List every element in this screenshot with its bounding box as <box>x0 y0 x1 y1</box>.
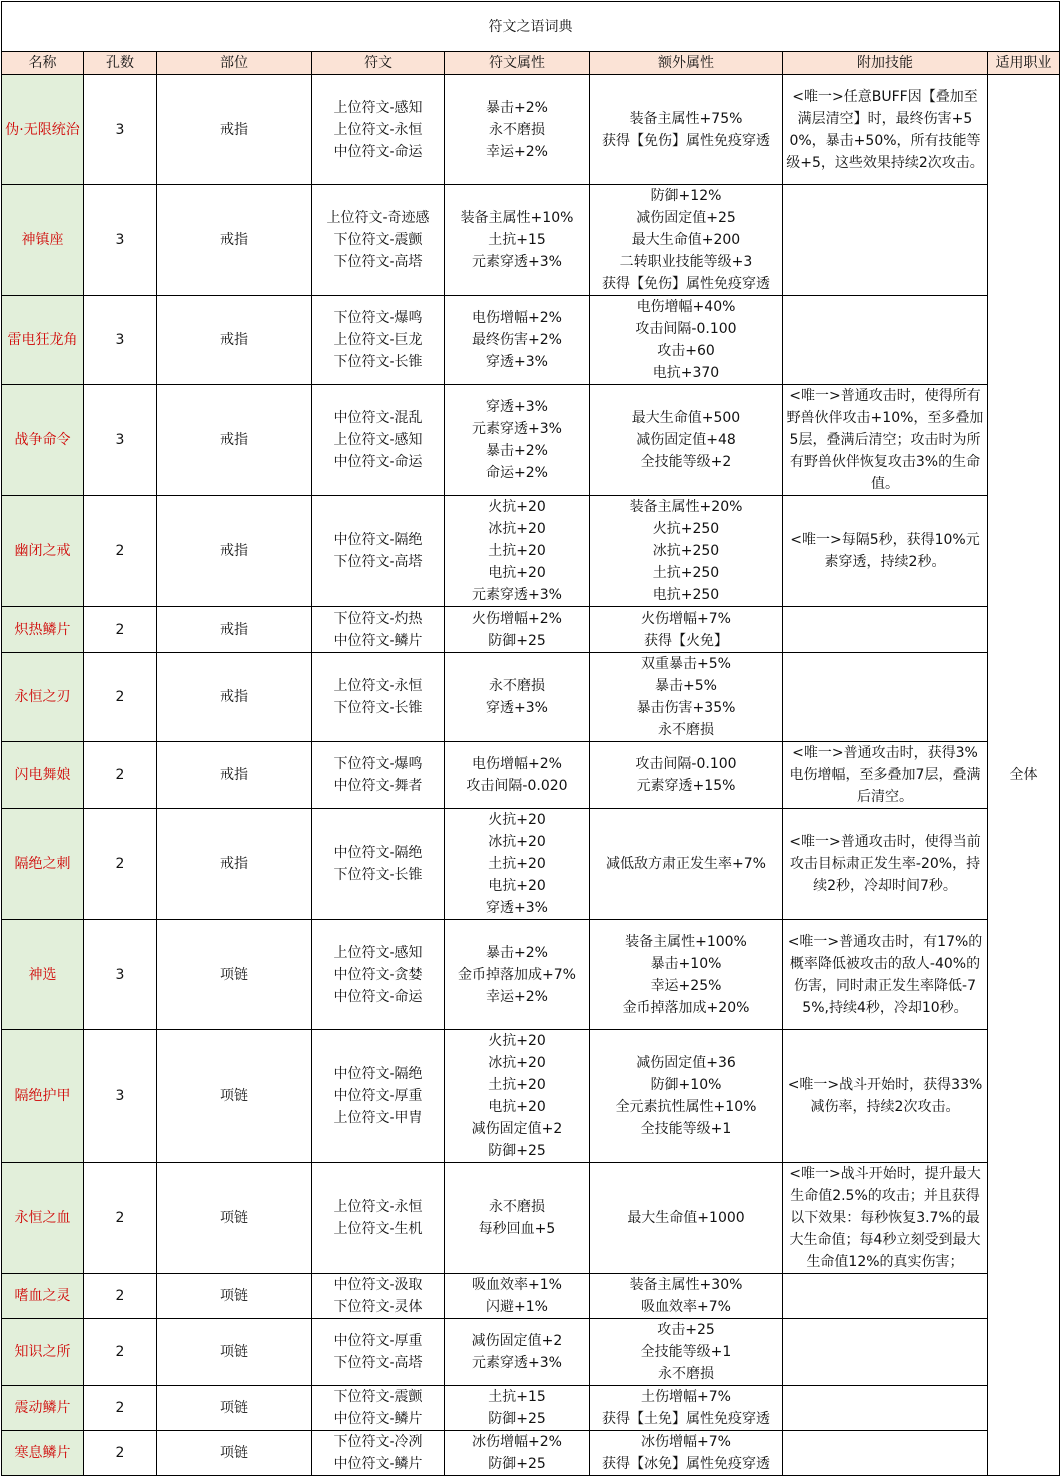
rune-attributes-line: 土抗+15 <box>488 1389 546 1405</box>
extra-attributes <box>590 920 783 1030</box>
extra-attributes-line: 火抗+250 <box>652 521 720 537</box>
rune-attributes-line: 火抗+20 <box>488 1033 546 1049</box>
rune-list <box>312 742 445 809</box>
rune-attributes-line: 闪避+1% <box>486 1299 548 1315</box>
hole-count: 3 <box>84 1030 157 1163</box>
extra-attributes-line: 最大生命值+500 <box>631 410 741 426</box>
rune-attributes-line: 命运+2% <box>486 465 548 481</box>
header-job: 适用职业 <box>988 52 1060 75</box>
table-row <box>2 607 1060 653</box>
rune-attributes-line: 幸运+2% <box>486 988 548 1005</box>
hole-count: 2 <box>84 1319 157 1386</box>
rune-attributes-line: 永不磨损 <box>489 1199 545 1215</box>
header-row <box>2 52 1060 75</box>
table-row <box>2 1163 1060 1274</box>
rune-list-line: 中位符文-鳞片 <box>333 632 423 649</box>
rune-list <box>312 185 445 296</box>
hole-count: 2 <box>84 809 157 920</box>
extra-attributes-line: 减伤固定值+25 <box>636 210 736 226</box>
rune-attributes-line: 火抗+20 <box>488 812 546 828</box>
rune-list-line: 中位符文-隔绝 <box>333 1066 423 1082</box>
extra-attributes <box>590 809 783 920</box>
table-row <box>2 653 1060 742</box>
extra-attributes-line: 全技能等级+1 <box>640 1121 732 1137</box>
extra-attributes-line: 永不磨损 <box>658 1366 714 1382</box>
extra-skill <box>783 809 988 920</box>
rune-attributes-line: 攻击间隔-0.020 <box>466 778 568 794</box>
rune-attributes-line: 减伤固定值+2 <box>471 1333 563 1349</box>
extra-attributes-line: 暴击+5% <box>655 678 717 694</box>
rune-attributes <box>445 1030 590 1163</box>
equip-slot: 戒指 <box>157 607 312 653</box>
rune-word-name: 嗜血之灵 <box>2 1274 84 1319</box>
extra-attributes-line: 电抗+250 <box>652 587 720 603</box>
rune-attributes-line: 永不磨损 <box>489 678 545 694</box>
rune-list-line: 中位符文-隔绝 <box>333 532 423 548</box>
extra-skill <box>783 385 988 496</box>
rune-list <box>312 1274 445 1319</box>
extra-attributes-line: 攻击+60 <box>657 343 715 359</box>
extra-attributes-line: 冰伤增幅+7% <box>641 1434 731 1450</box>
hole-count: 2 <box>84 496 157 607</box>
rune-list-line: 下位符文-高塔 <box>333 1355 423 1371</box>
rune-word-name: 永恒之血 <box>2 1163 84 1274</box>
equip-slot: 戒指 <box>157 496 312 607</box>
rune-list-line: 上位符文-感知 <box>333 432 423 448</box>
rune-list-line: 上位符文-生机 <box>333 1221 423 1237</box>
extra-skill-text: <唯一>战斗开始时，获得33%减伤率，持续2次攻击。 <box>787 1077 983 1115</box>
table-row <box>2 1319 1060 1386</box>
extra-attributes-line: 冰抗+250 <box>652 543 720 559</box>
rune-list-line: 中位符文-鳞片 <box>333 1456 423 1472</box>
rune-attributes <box>445 75 590 185</box>
rune-list <box>312 920 445 1030</box>
rune-list <box>312 75 445 185</box>
rune-list-line: 下位符文-灼热 <box>333 610 423 627</box>
rune-list-line: 下位符文-长锥 <box>333 867 423 883</box>
rune-attributes-line: 元素穿透+3% <box>472 254 562 270</box>
extra-skill-text: <唯一>普通攻击时，使得所有野兽伙伴攻击+10%，至多叠加5层，叠满后清空；攻击时为所有野兽伙伴恢复攻击3%的生命值。 <box>786 388 984 492</box>
rune-list-line: 上位符文-奇迹感 <box>326 210 430 226</box>
hole-count: 2 <box>84 653 157 742</box>
rune-attributes <box>445 1163 590 1274</box>
extra-attributes-line: 最大生命值+200 <box>631 232 741 248</box>
extra-skill-text: <唯一>每隔5秒，获得10%元素穿透，持续2秒。 <box>790 532 980 570</box>
rune-word-name: 闪电舞娘 <box>2 742 84 809</box>
extra-attributes <box>590 185 783 296</box>
rune-word-name: 神镇座 <box>2 185 84 296</box>
rune-list-line: 下位符文-冷冽 <box>333 1434 423 1450</box>
extra-skill <box>783 185 988 296</box>
extra-attributes-line: 装备主属性+20% <box>629 499 743 515</box>
rune-attributes <box>445 1319 590 1386</box>
table-row <box>2 185 1060 296</box>
extra-attributes-line: 最大生命值+1000 <box>627 1210 745 1226</box>
rune-attributes-line: 穿透+3% <box>486 700 548 716</box>
rune-list-line: 下位符文-爆鸣 <box>333 310 423 326</box>
extra-attributes-line: 防御+12% <box>650 188 722 204</box>
rune-list <box>312 296 445 385</box>
hole-count: 2 <box>84 1386 157 1431</box>
rune-attributes <box>445 1386 590 1431</box>
rune-attributes-line: 土抗+15 <box>488 232 546 248</box>
rune-list-line: 上位符文-感知 <box>333 944 423 961</box>
rune-list-line: 中位符文-命运 <box>333 988 423 1005</box>
extra-skill <box>783 75 988 185</box>
rune-list-line: 下位符文-高塔 <box>333 554 423 570</box>
rune-list-line: 下位符文-爆鸣 <box>333 756 423 772</box>
rune-attributes-line: 暴击+2% <box>486 99 548 116</box>
extra-attributes-line: 暴击伤害+35% <box>636 700 736 716</box>
extra-attributes-line: 全技能等级+2 <box>640 454 732 470</box>
hole-count: 2 <box>84 1274 157 1319</box>
extra-attributes <box>590 607 783 653</box>
rune-attributes-line: 防御+25 <box>488 1411 546 1427</box>
rune-word-name: 雷电狂龙角 <box>2 296 84 385</box>
rune-attributes-line: 防御+25 <box>488 1456 546 1472</box>
rune-list-line: 中位符文-隔绝 <box>333 845 423 861</box>
extra-skill <box>783 607 988 653</box>
rune-list-line: 中位符文-舞者 <box>333 778 423 794</box>
rune-word-name: 炽热鳞片 <box>2 607 84 653</box>
rune-word-name: 知识之所 <box>2 1319 84 1386</box>
rune-word-name: 幽闭之戒 <box>2 496 84 607</box>
extra-attributes-line: 全技能等级+1 <box>640 1344 732 1360</box>
rune-attributes-line: 火伤增幅+2% <box>472 610 562 627</box>
rune-word-name: 伪·无限统治 <box>2 75 84 185</box>
rune-attributes-line: 冰抗+20 <box>488 834 546 850</box>
rune-list <box>312 1319 445 1386</box>
rune-attributes-line: 元素穿透+3% <box>472 421 562 437</box>
rune-attributes-line: 元素穿透+3% <box>472 1355 562 1371</box>
rune-list-line: 上位符文-永恒 <box>333 121 423 138</box>
rune-list-line: 下位符文-长锥 <box>333 354 423 370</box>
equip-slot: 戒指 <box>157 75 312 185</box>
equip-slot: 项链 <box>157 1319 312 1386</box>
rune-attributes <box>445 1274 590 1319</box>
extra-attributes <box>590 1386 783 1431</box>
extra-attributes <box>590 742 783 809</box>
extra-attributes-line: 获得【冰免】属性免疫穿透 <box>602 1456 770 1472</box>
table-row <box>2 1030 1060 1163</box>
extra-attributes-line: 获得【土免】属性免疫穿透 <box>602 1411 770 1427</box>
equip-slot: 项链 <box>157 1431 312 1476</box>
rune-attributes <box>445 809 590 920</box>
extra-attributes-line: 电抗+370 <box>652 365 720 381</box>
rune-list-line: 中位符文-混乱 <box>333 410 423 426</box>
table-row <box>2 296 1060 385</box>
extra-attributes <box>590 296 783 385</box>
rune-list <box>312 1386 445 1431</box>
rune-attributes-line: 土抗+20 <box>488 856 546 872</box>
table-row <box>2 1386 1060 1431</box>
extra-skill <box>783 1431 988 1476</box>
rune-word-name: 战争命令 <box>2 385 84 496</box>
header-name: 名称 <box>2 52 84 75</box>
extra-skill <box>783 742 988 809</box>
rune-list-line: 中位符文-命运 <box>333 454 423 470</box>
rune-list <box>312 653 445 742</box>
hole-count: 3 <box>84 75 157 185</box>
extra-skill <box>783 1386 988 1431</box>
header-rune-attrs: 符文属性 <box>445 52 590 75</box>
extra-skill-text: <唯一>战斗开始时，提升最大生命值2.5%的攻击；并且获得以下效果：每秒恢复3.7%的最大生命值；每4秒立刻受到最大生命值12%的真实伤害； <box>789 1166 981 1270</box>
rune-list-line: 中位符文-贪婪 <box>333 966 423 983</box>
rune-attributes-line: 火抗+20 <box>488 499 546 515</box>
extra-attributes-line: 二转职业技能等级+3 <box>619 254 753 270</box>
equip-slot: 项链 <box>157 920 312 1030</box>
rune-attributes-line: 电抗+20 <box>488 565 546 581</box>
rune-attributes-line: 电抗+20 <box>488 1099 546 1115</box>
equip-slot: 项链 <box>157 1030 312 1163</box>
extra-attributes-line: 装备主属性+30% <box>629 1277 743 1293</box>
rune-list-line: 上位符文-甲胄 <box>333 1110 423 1126</box>
rune-list-line: 中位符文-厚重 <box>333 1333 423 1349</box>
extra-skill-text: <唯一>任意BUFF因【叠加至满层清空】时，最终伤害+50%，暴击+50%，所有技能等级+5，这些效果持续2次攻击。 <box>786 88 984 171</box>
extra-attributes-line: 获得【免伤】属性免疫穿透 <box>602 276 770 292</box>
rune-word-name: 隔绝护甲 <box>2 1030 84 1163</box>
equip-slot: 项链 <box>157 1386 312 1431</box>
header-skill: 附加技能 <box>783 52 988 75</box>
extra-skill-text: <唯一>普通攻击时，获得3%电伤增幅，至多叠加7层，叠满后清空。 <box>789 745 981 805</box>
extra-attributes <box>590 1431 783 1476</box>
extra-attributes-line: 装备主属性+75% <box>629 110 743 127</box>
rune-word-dictionary-sheet <box>1 1 1059 1476</box>
table-row <box>2 1274 1060 1319</box>
extra-skill <box>783 296 988 385</box>
rune-attributes <box>445 742 590 809</box>
rune-list-line: 中位符文-厚重 <box>333 1088 423 1104</box>
equip-slot: 戒指 <box>157 653 312 742</box>
extra-skill <box>783 1030 988 1163</box>
extra-attributes-line: 装备主属性+100% <box>625 933 747 950</box>
rune-attributes-line: 暴击+2% <box>486 443 548 459</box>
extra-attributes-line: 获得【火免】 <box>644 632 728 649</box>
extra-attributes-line: 攻击间隔-0.100 <box>635 321 737 337</box>
rune-attributes-line: 防御+25 <box>488 1143 546 1159</box>
rune-word-name: 隔绝之刺 <box>2 809 84 920</box>
equip-slot: 戒指 <box>157 809 312 920</box>
rune-attributes <box>445 920 590 1030</box>
extra-attributes-line: 金币掉落加成+20% <box>622 999 750 1016</box>
rune-attributes-line: 冰抗+20 <box>488 1055 546 1071</box>
rune-list-line: 下位符文-震颤 <box>333 232 423 248</box>
extra-attributes-line: 土伤增幅+7% <box>641 1389 731 1405</box>
rune-list-line: 上位符文-感知 <box>333 99 423 116</box>
extra-attributes-line: 双重暴击+5% <box>641 656 731 672</box>
table-row <box>2 742 1060 809</box>
rune-list <box>312 1431 445 1476</box>
rune-attributes-line: 冰抗+20 <box>488 521 546 537</box>
rune-word-table <box>1 1 1060 1476</box>
rune-list-line: 上位符文-永恒 <box>333 678 423 694</box>
rune-attributes-line: 幸运+2% <box>486 143 548 160</box>
rune-attributes-line: 电抗+20 <box>488 878 546 894</box>
equip-slot: 戒指 <box>157 385 312 496</box>
rune-list <box>312 496 445 607</box>
rune-attributes <box>445 385 590 496</box>
rune-attributes <box>445 185 590 296</box>
rune-list-line: 下位符文-高塔 <box>333 254 423 270</box>
rune-attributes-line: 金币掉落加成+7% <box>458 966 576 983</box>
rune-attributes-line: 每秒回血+5 <box>478 1221 556 1237</box>
extra-attributes-line: 永不磨损 <box>658 722 714 738</box>
rune-attributes-line: 永不磨损 <box>489 121 545 138</box>
header-extra-attrs: 额外属性 <box>590 52 783 75</box>
header-runes: 符文 <box>312 52 445 75</box>
table-row <box>2 920 1060 1030</box>
rune-attributes-line: 减伤固定值+2 <box>471 1121 563 1137</box>
rune-attributes-line: 电伤增幅+2% <box>472 756 562 772</box>
rune-word-name: 永恒之刃 <box>2 653 84 742</box>
extra-attributes-line: 土抗+250 <box>652 565 720 581</box>
extra-attributes-line: 元素穿透+15% <box>636 778 736 794</box>
rune-list-line: 中位符文-命运 <box>333 143 423 160</box>
extra-attributes-line: 防御+10% <box>650 1077 722 1093</box>
table-title: 符文之语词典 <box>2 2 1060 52</box>
rune-attributes-line: 土抗+20 <box>488 543 546 559</box>
header-slot: 部位 <box>157 52 312 75</box>
rune-list-line: 中位符文-鳞片 <box>333 1411 423 1427</box>
rune-attributes <box>445 653 590 742</box>
rune-word-name: 神选 <box>2 920 84 1030</box>
equip-slot: 戒指 <box>157 185 312 296</box>
rune-attributes-line: 土抗+20 <box>488 1077 546 1093</box>
table-row <box>2 496 1060 607</box>
extra-attributes-line: 攻击+25 <box>657 1322 715 1338</box>
extra-skill <box>783 1163 988 1274</box>
rune-list-line: 下位符文-灵体 <box>333 1299 423 1315</box>
rune-list-line: 下位符文-震颤 <box>333 1389 423 1405</box>
rune-list <box>312 809 445 920</box>
hole-count: 3 <box>84 185 157 296</box>
table-row <box>2 385 1060 496</box>
extra-attributes-line: 减伤固定值+48 <box>636 432 736 448</box>
rune-attributes-line: 元素穿透+3% <box>472 587 562 603</box>
rune-attributes-line: 吸血效率+1% <box>472 1277 562 1293</box>
rune-word-name: 震动鳞片 <box>2 1386 84 1431</box>
rune-attributes-line: 穿透+3% <box>486 354 548 370</box>
equip-slot: 戒指 <box>157 296 312 385</box>
rune-attributes <box>445 296 590 385</box>
table-row <box>2 1431 1060 1476</box>
equip-slot: 项链 <box>157 1163 312 1274</box>
extra-attributes <box>590 75 783 185</box>
extra-attributes <box>590 496 783 607</box>
extra-attributes-line: 吸血效率+7% <box>641 1299 731 1315</box>
extra-attributes <box>590 1319 783 1386</box>
rune-attributes-line: 穿透+3% <box>486 399 548 415</box>
hole-count: 2 <box>84 1163 157 1274</box>
hole-count: 2 <box>84 742 157 809</box>
extra-attributes-line: 减低敌方肃正发生率+7% <box>606 856 766 872</box>
rune-attributes <box>445 496 590 607</box>
extra-attributes <box>590 1030 783 1163</box>
hole-count: 3 <box>84 296 157 385</box>
rune-list <box>312 1163 445 1274</box>
extra-attributes-line: 全元素抗性属性+10% <box>615 1099 757 1115</box>
rune-list <box>312 385 445 496</box>
extra-attributes <box>590 1274 783 1319</box>
rune-attributes-line: 最终伤害+2% <box>472 332 562 348</box>
table-row <box>2 809 1060 920</box>
extra-attributes-line: 火伤增幅+7% <box>641 610 731 627</box>
extra-attributes-line: 暴击+10% <box>650 955 722 972</box>
extra-attributes <box>590 653 783 742</box>
rune-list <box>312 1030 445 1163</box>
header-holes: 孔数 <box>84 52 157 75</box>
extra-attributes-line: 电伤增幅+40% <box>636 299 736 315</box>
equip-slot: 戒指 <box>157 742 312 809</box>
rune-list-line: 上位符文-巨龙 <box>333 332 423 348</box>
rune-attributes-line: 防御+25 <box>488 632 546 649</box>
rune-attributes-line: 电伤增幅+2% <box>472 310 562 326</box>
rune-attributes-line: 装备主属性+10% <box>460 210 574 226</box>
extra-skill-text: <唯一>普通攻击时，有17%的概率降低被攻击的敌人-40%的伤害，同时肃正发生率降低-75%,持续4秒，冷却10秒。 <box>787 933 983 1016</box>
extra-skill <box>783 920 988 1030</box>
extra-skill <box>783 1274 988 1319</box>
extra-skill-text: <唯一>普通攻击时，使得当前攻击目标肃正发生率-20%，持续2秒，冷却时间7秒。 <box>789 834 981 894</box>
rune-attributes <box>445 607 590 653</box>
extra-attributes-line: 攻击间隔-0.100 <box>635 756 737 772</box>
rune-attributes-line: 冰伤增幅+2% <box>472 1434 562 1450</box>
hole-count: 3 <box>84 385 157 496</box>
applicable-job: 全体 <box>988 75 1060 1476</box>
table-row <box>2 75 1060 185</box>
hole-count: 2 <box>84 607 157 653</box>
extra-attributes-line: 获得【免伤】属性免疫穿透 <box>602 132 770 149</box>
equip-slot: 项链 <box>157 1274 312 1319</box>
rune-attributes <box>445 1431 590 1476</box>
hole-count: 2 <box>84 1431 157 1476</box>
extra-skill <box>783 496 988 607</box>
extra-skill <box>783 1319 988 1386</box>
rune-list-line: 中位符文-汲取 <box>333 1277 423 1293</box>
rune-attributes-line: 暴击+2% <box>486 944 548 961</box>
rune-attributes-line: 穿透+3% <box>486 900 548 916</box>
rune-list-line: 下位符文-长锥 <box>333 700 423 716</box>
extra-attributes <box>590 1163 783 1274</box>
extra-attributes-line: 减伤固定值+36 <box>636 1055 736 1071</box>
extra-skill <box>783 653 988 742</box>
rune-list <box>312 607 445 653</box>
extra-attributes <box>590 385 783 496</box>
extra-attributes-line: 幸运+25% <box>650 977 722 994</box>
rune-list-line: 上位符文-永恒 <box>333 1199 423 1215</box>
hole-count: 3 <box>84 920 157 1030</box>
rune-word-name: 寒息鳞片 <box>2 1431 84 1476</box>
